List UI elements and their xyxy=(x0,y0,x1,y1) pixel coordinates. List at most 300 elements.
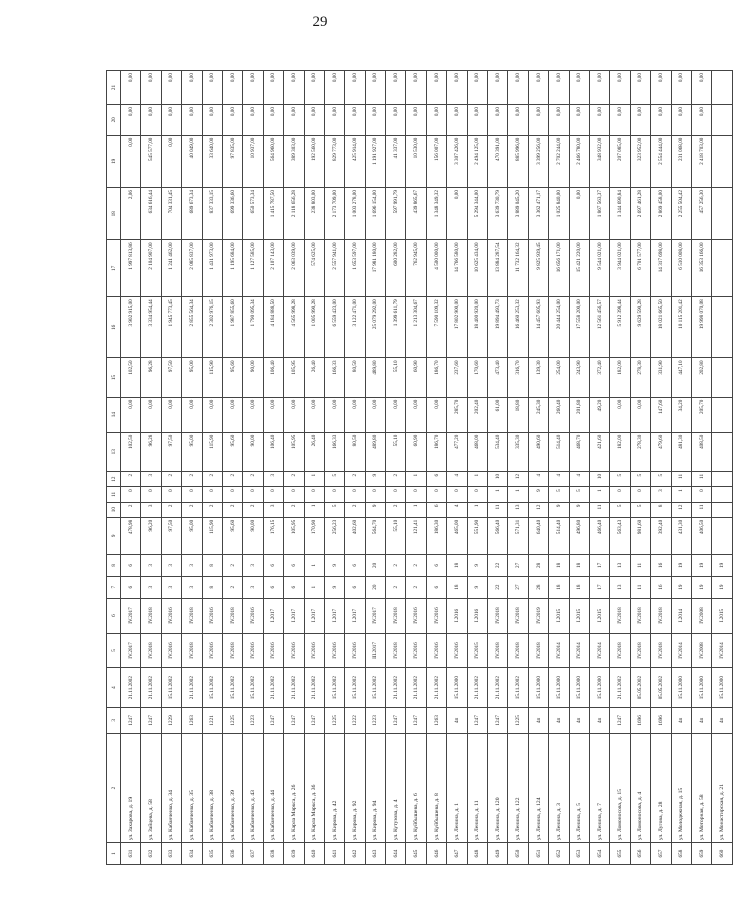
table-cell: 15.11.2000 xyxy=(589,668,609,707)
table-cell: 2 557 941,00 xyxy=(324,240,344,297)
table-cell: 21.11.2002 xyxy=(304,668,324,707)
table-cell: 97,50 xyxy=(161,358,181,397)
table-cell: 650 573,34 xyxy=(243,188,263,240)
table-cell: 105,95 xyxy=(284,517,304,554)
table-cell: 245,30 xyxy=(528,397,548,432)
table-cell: ул. Захарова, д. 19 xyxy=(121,733,141,842)
table-cell: 17 802 900,00 xyxy=(447,297,467,358)
table-cell: 0,00 xyxy=(202,71,222,105)
column-header: 2 xyxy=(107,733,121,842)
table-cell: 27 xyxy=(508,554,528,576)
table-cell: 447,10 xyxy=(671,358,691,397)
table-cell: 0 xyxy=(161,487,181,502)
table-cell: ул. Карла Маркса, д. 36 xyxy=(304,733,324,842)
table-cell: 1221 xyxy=(202,707,222,733)
table-cell: 6 559 423,00 xyxy=(324,297,344,358)
table-cell: 0,00 xyxy=(121,135,141,187)
table-cell: 659 xyxy=(691,843,711,865)
table-cell: 95,60 xyxy=(222,358,242,397)
table-cell: 0,00 xyxy=(569,105,589,136)
table-cell xyxy=(712,487,732,502)
table-cell: 156 007,00 xyxy=(426,135,446,187)
table-cell: 534,40 xyxy=(488,432,508,471)
table-cell: IV.2018 xyxy=(651,633,671,668)
table-cell: 0 xyxy=(630,487,650,502)
table-cell: 0,00 xyxy=(121,71,141,105)
table-cell: 648 xyxy=(467,843,487,865)
table-cell: 13 884 287,54 xyxy=(488,240,508,297)
table-row xyxy=(121,71,141,865)
table-cell: 202,40 xyxy=(467,397,487,432)
table-cell: 22 xyxy=(488,576,508,598)
table-cell: 2 xyxy=(406,576,426,598)
table-cell: 633 xyxy=(161,843,181,865)
table-cell: 96,28 xyxy=(141,358,161,397)
table-cell: 4п xyxy=(569,707,589,733)
table-cell: 1 xyxy=(589,487,609,502)
table-cell: 1 191 927,00 xyxy=(365,135,385,187)
table-cell: 1696 xyxy=(651,707,671,733)
table-cell: 0,00 xyxy=(447,71,467,105)
table-cell: IV.2017 xyxy=(121,633,141,668)
table-cell: 640,40 xyxy=(528,517,548,554)
table-cell: 285,70 xyxy=(447,397,467,432)
table-cell: ул. Зайцева, д. 58 xyxy=(141,733,161,842)
table-cell: IV.2016 xyxy=(243,598,263,633)
table-cell: 4п xyxy=(528,707,548,733)
table-cell: 634 xyxy=(182,843,202,865)
table-cell: 0,00 xyxy=(406,397,426,432)
column-header: 17 xyxy=(107,240,121,297)
table-cell: 20 xyxy=(365,554,385,576)
table-body xyxy=(121,71,733,865)
table-cell: 0,00 xyxy=(528,71,548,105)
table-cell: 0,00 xyxy=(467,71,487,105)
table-cell: 514,40 xyxy=(549,432,569,471)
table-cell: 0,00 xyxy=(141,105,161,136)
table-cell: 3 307 426,00 xyxy=(447,135,467,187)
table-cell: IV.2016 xyxy=(161,598,181,633)
table-cell: 470 391,00 xyxy=(488,135,508,187)
table-cell: 699 336,60 xyxy=(222,188,242,240)
table-cell xyxy=(712,105,732,136)
table-cell: 408,50 xyxy=(691,432,711,471)
table-cell: 10 xyxy=(589,471,609,486)
table-cell: 5 912 398,44 xyxy=(610,297,630,358)
table-cell: 97 835,00 xyxy=(222,135,242,187)
table-cell: 278,30 xyxy=(630,358,650,397)
table-cell: 0,00 xyxy=(386,105,406,136)
table-cell: 1 790 095,34 xyxy=(243,297,263,358)
table-cell: 885 996,00 xyxy=(508,135,528,187)
table-cell: 9 xyxy=(549,502,569,517)
table-cell: 139,30 xyxy=(528,358,548,397)
page-number: 29 xyxy=(312,14,328,30)
table-cell: 17 981 180,00 xyxy=(365,240,385,297)
table-cell: I.2014 xyxy=(671,598,691,633)
table-cell: 634 616,44 xyxy=(141,188,161,240)
table-cell: 1225 xyxy=(222,707,242,733)
table-cell: 11 xyxy=(691,471,711,486)
table-cell: ул. Куйбышева, д. 6 xyxy=(406,733,426,842)
table-cell: 651 xyxy=(528,843,548,865)
table-cell: 254,00 xyxy=(549,358,569,397)
table-cell: 600 282,00 xyxy=(386,240,406,297)
table-cell: 3 334 954,44 xyxy=(141,297,161,358)
table-cell: 0 xyxy=(324,487,344,502)
column-header: 6 xyxy=(107,598,121,633)
table-cell: 551,90 xyxy=(467,517,487,554)
table-cell: 4 xyxy=(569,471,589,486)
table-cell: IV.2016 xyxy=(426,633,446,668)
table-cell: 4 xyxy=(549,471,569,486)
table-cell: 0 xyxy=(202,487,222,502)
table-cell: 1229 xyxy=(161,707,181,733)
table-cell: 3 xyxy=(141,502,161,517)
table-cell: ул. Кабанченко, д. 38 xyxy=(202,733,222,842)
table-cell: 704 331,45 xyxy=(161,188,181,240)
table-cell: I.2015 xyxy=(569,598,589,633)
table-cell: 645 xyxy=(406,843,426,865)
table-cell: 5 xyxy=(651,471,671,486)
table-cell: 2 702 244,00 xyxy=(549,135,569,187)
table-cell: 9 xyxy=(528,487,548,502)
table-row xyxy=(508,71,528,865)
table-cell: IV.2019 xyxy=(528,598,548,633)
table-cell: 182,00 xyxy=(610,432,630,471)
table-row xyxy=(406,71,426,865)
table-container xyxy=(106,70,726,865)
table-cell: 652 xyxy=(549,843,569,865)
table-row xyxy=(488,71,508,865)
column-header: 19 xyxy=(107,135,121,187)
table-cell: 2 107 143,00 xyxy=(263,240,283,297)
table-cell: 3 xyxy=(263,502,283,517)
table-cell: 1 025 840,00 xyxy=(549,188,569,240)
column-header: 8 xyxy=(107,554,121,576)
table-cell: ул. Ломоносова, д. 15 xyxy=(610,733,630,842)
table-cell: 0,00 xyxy=(345,397,365,432)
table-cell: 15 421 220,00 xyxy=(569,240,589,297)
table-cell: ул. Ленина, д. 124 xyxy=(528,733,548,842)
table-cell: 0,00 xyxy=(222,71,242,105)
table-cell: 13 xyxy=(508,502,528,517)
table-cell: 3 xyxy=(161,576,181,598)
table-cell: 0,00 xyxy=(202,105,222,136)
table-row xyxy=(182,71,202,865)
table-cell: 9 xyxy=(467,576,487,598)
table-cell: 25 079 292,00 xyxy=(365,297,385,358)
table-cell: 466,40 xyxy=(589,517,609,554)
table-cell: IV.2018 xyxy=(141,598,161,633)
table-cell: 14 457 605,93 xyxy=(528,297,548,358)
table-cell: 14 317 698,00 xyxy=(651,240,671,297)
table-cell: IV.2018 xyxy=(630,598,650,633)
table-cell: 0,00 xyxy=(121,397,141,432)
table-cell: 421,60 xyxy=(589,432,609,471)
table-cell: 1247 xyxy=(263,707,283,733)
table-row xyxy=(161,71,181,865)
table-cell: 566,40 xyxy=(488,517,508,554)
table-cell: ул. Кабанченко, д. 35 xyxy=(182,733,202,842)
table-cell: 6 xyxy=(426,502,446,517)
table-cell: 0,00 xyxy=(426,71,446,105)
table-cell: 4 xyxy=(447,502,467,517)
table-cell: 5 xyxy=(569,487,589,502)
column-header: 4 xyxy=(107,668,121,707)
table-cell: IV.2018 xyxy=(141,633,161,668)
table-cell: 60,90 xyxy=(406,432,426,471)
table-cell: 2 255 504,42 xyxy=(671,188,691,240)
table-cell: 19 xyxy=(691,576,711,598)
table-row xyxy=(365,71,385,865)
table-cell: 21.11.2002 xyxy=(141,668,161,707)
table-cell: 1 241 462,00 xyxy=(161,240,181,297)
table-cell: 643 xyxy=(365,843,385,865)
table-cell: 0,00 xyxy=(488,71,508,105)
table-cell: 5 294 344,00 xyxy=(467,188,487,240)
table-cell: 514,40 xyxy=(549,517,569,554)
table-cell: 1 xyxy=(467,471,487,486)
table-cell: 18,80 xyxy=(508,397,528,432)
table-cell: IV.2018 xyxy=(610,598,630,633)
table-cell: 2 xyxy=(161,471,181,486)
table-cell: 5 xyxy=(630,471,650,486)
table-cell: 2 xyxy=(284,502,304,517)
table-cell: 2 xyxy=(386,576,406,598)
table-cell: 2 869 458,00 xyxy=(651,188,671,240)
column-header: 12 xyxy=(107,471,121,486)
table-cell: 1247 xyxy=(467,707,487,733)
table-cell: IV.2014 xyxy=(589,633,609,668)
table-cell xyxy=(712,432,732,471)
table-cell: 3 639 730,79 xyxy=(488,188,508,240)
table-cell: 18 xyxy=(447,576,467,598)
table-cell: IV.2017 xyxy=(121,598,141,633)
table-cell: IV.2018 xyxy=(386,633,406,668)
table-cell: 21.11.2002 xyxy=(263,668,283,707)
table-cell: 3 xyxy=(161,554,181,576)
table-cell: 10 625 434,00 xyxy=(467,240,487,297)
table-cell: 4п xyxy=(712,707,732,733)
table-cell: 0,00 xyxy=(610,397,630,432)
table-cell: 4п xyxy=(549,707,569,733)
table-cell: 644 xyxy=(386,843,406,865)
table-cell: 0,00 xyxy=(447,188,467,240)
table-cell: ул. Лугова, д. 28 xyxy=(651,733,671,842)
table-cell: 18 xyxy=(447,554,467,576)
table-cell: 0,00 xyxy=(304,397,324,432)
table-cell: 0,00 xyxy=(121,105,141,136)
table-cell: 0,00 xyxy=(324,397,344,432)
table-cell: 15.11.2000 xyxy=(528,668,548,707)
table-cell: 60,90 xyxy=(406,358,426,397)
table-row xyxy=(202,71,222,865)
table-cell: 170,60 xyxy=(467,358,487,397)
table-cell: 0 xyxy=(447,487,467,502)
table-cell: 1 xyxy=(304,576,324,598)
table-cell: IV.2016 xyxy=(426,598,446,633)
table-cell: IV.2016 xyxy=(202,598,222,633)
table-cell: 3 xyxy=(182,554,202,576)
table-cell: 19 xyxy=(691,554,711,576)
table-cell: 95,60 xyxy=(222,517,242,554)
table-cell: 465,00 xyxy=(447,517,467,554)
table-cell: 10 530,00 xyxy=(406,135,426,187)
table-cell: 115,90 xyxy=(202,517,222,554)
table-cell: 2 xyxy=(161,502,181,517)
table-cell: 477,20 xyxy=(447,432,467,471)
table-cell: 1222 xyxy=(345,707,365,733)
table-cell: 0 xyxy=(386,487,406,502)
table-cell: I.2017 xyxy=(324,598,344,633)
table-cell: 406,50 xyxy=(691,517,711,554)
column-header: 5 xyxy=(107,633,121,668)
table-cell: 1 003 278,00 xyxy=(345,188,365,240)
table-cell: 2 173 709,00 xyxy=(324,188,344,240)
table-cell: 1 415 787,50 xyxy=(263,188,283,240)
table-cell: 22 xyxy=(488,554,508,576)
table-cell: 55,10 xyxy=(386,358,406,397)
table-cell: 18 xyxy=(569,576,589,598)
column-header: 21 xyxy=(107,71,121,105)
table-cell: 829 773,00 xyxy=(324,135,344,187)
table-row xyxy=(447,71,467,865)
table-cell: 3 xyxy=(141,576,161,598)
table-cell: 468,70 xyxy=(569,432,589,471)
table-cell: 647 xyxy=(447,843,467,865)
table-cell: 12 xyxy=(528,502,548,517)
table-cell: IV.2018 xyxy=(182,633,202,668)
table-cell: 9 xyxy=(365,471,385,486)
column-header: 15 xyxy=(107,358,121,397)
table-cell: 0,00 xyxy=(141,397,161,432)
table-cell: 3 399 256,00 xyxy=(528,135,548,187)
table-cell: 1 xyxy=(406,471,426,486)
table-cell: 653 xyxy=(569,843,589,865)
table-cell: 4п xyxy=(447,707,467,733)
table-cell: 0,00 xyxy=(243,71,263,105)
table-cell: 2 063 039,00 xyxy=(284,240,304,297)
table-cell: 6 xyxy=(426,471,446,486)
table-cell: 61,00 xyxy=(488,397,508,432)
table-cell: 1247 xyxy=(304,707,324,733)
table-cell: 207 085,00 xyxy=(610,135,630,187)
table-cell: 5 xyxy=(610,471,630,486)
table-cell: IV.2014 xyxy=(569,633,589,668)
table-cell: 1 399 611,79 xyxy=(386,297,406,358)
table-cell: ул. Кабанченко, д. 34 xyxy=(161,733,181,842)
table-cell: ул. Кирова, д. 92 xyxy=(345,733,365,842)
table-cell: 15.11.2002 xyxy=(345,668,365,707)
table-cell: 0,00 xyxy=(161,105,181,136)
table-cell: 2 xyxy=(182,502,202,517)
table-cell: 55,10 xyxy=(386,517,406,554)
table-cell: 1 xyxy=(304,502,324,517)
table-cell: 19 xyxy=(671,576,691,598)
table-cell: 17 558 200,00 xyxy=(569,297,589,358)
table-cell: ул. Ленина, д. 1 xyxy=(447,733,467,842)
table-cell: 0,00 xyxy=(182,105,202,136)
table-row xyxy=(304,71,324,865)
table-cell: 7 590 109,32 xyxy=(426,297,446,358)
column-header: 3 xyxy=(107,707,121,733)
table-cell: 0,00 xyxy=(630,71,650,105)
table-cell: 6 xyxy=(426,576,446,598)
table-cell: 15.11.2002 xyxy=(222,668,242,707)
table-cell: IV.2018 xyxy=(610,633,630,668)
table-cell: 3 122 471,00 xyxy=(345,297,365,358)
table-cell xyxy=(712,71,732,105)
table-cell: 4 xyxy=(447,471,467,486)
table-cell: 2 697 461,28 xyxy=(630,188,650,240)
table-cell: 10 115 201,42 xyxy=(671,297,691,358)
table-cell: 3 xyxy=(182,576,202,598)
table-cell: 4 500 000,00 xyxy=(426,240,446,297)
table-cell: 9 xyxy=(365,502,385,517)
table-cell: 1696 xyxy=(630,707,650,733)
table-cell: 15.11.2002 xyxy=(324,668,344,707)
table-cell: 0,00 xyxy=(304,71,324,105)
table-cell: 18 400 920,00 xyxy=(467,297,487,358)
table-cell: 12 561 456,57 xyxy=(589,297,609,358)
table-cell: 1247 xyxy=(121,707,141,733)
table-cell: ул. Монастирская, д. 21 xyxy=(712,733,732,842)
table-cell: 55,10 xyxy=(386,432,406,471)
table-cell: 3 xyxy=(243,554,263,576)
table-cell: 632 xyxy=(141,843,161,865)
table-cell: 15.11.2000 xyxy=(569,668,589,707)
table-cell: 402,60 xyxy=(345,517,365,554)
table-cell: 2 xyxy=(222,471,242,486)
table-cell: IV.2018 xyxy=(488,598,508,633)
table-cell: 3 902 915,00 xyxy=(121,297,141,358)
table-cell: 639 xyxy=(284,843,304,865)
table-cell: 4 565 998,28 xyxy=(284,297,304,358)
table-cell: 0,00 xyxy=(161,397,181,432)
table-cell: 1 867 563,37 xyxy=(589,188,609,240)
table-cell: IV.2016 xyxy=(161,633,181,668)
table-cell: IV.2014 xyxy=(549,633,569,668)
table-cell: 0,00 xyxy=(304,105,324,136)
table-cell: 6 xyxy=(284,554,304,576)
table-cell: 9 629 590,28 xyxy=(630,297,650,358)
table-cell: ул. Моторная, д. 58 xyxy=(691,733,711,842)
table-cell: 21.11.2002 xyxy=(386,668,406,707)
table-cell: 16 656 171,00 xyxy=(549,240,569,297)
table-cell: 28 xyxy=(528,554,548,576)
table-cell: 15.11.2002 xyxy=(365,668,385,707)
table-cell: 650 xyxy=(508,843,528,865)
table-cell: 4п xyxy=(589,707,609,733)
table-cell: IV.2016 xyxy=(447,633,467,668)
table-cell: 97,50 xyxy=(161,432,181,471)
table-cell: 2 085 837,00 xyxy=(182,240,202,297)
table-cell: 2 855 564,34 xyxy=(182,297,202,358)
table-cell: 635 xyxy=(202,843,222,865)
table-cell: 762 945,00 xyxy=(406,240,426,297)
table-cell: 0,00 xyxy=(671,105,691,136)
table-cell: 0,00 xyxy=(182,397,202,432)
table-cell: 1 213 304,67 xyxy=(406,297,426,358)
table-cell: 2 xyxy=(243,471,263,486)
table-cell: 0,00 xyxy=(345,105,365,136)
table-cell: 192 560,00 xyxy=(304,135,324,187)
table-cell: 1 xyxy=(508,487,528,502)
table-cell: 0,00 xyxy=(569,71,589,105)
table-cell: 646 xyxy=(426,843,446,865)
table-cell: 147,60 xyxy=(651,397,671,432)
